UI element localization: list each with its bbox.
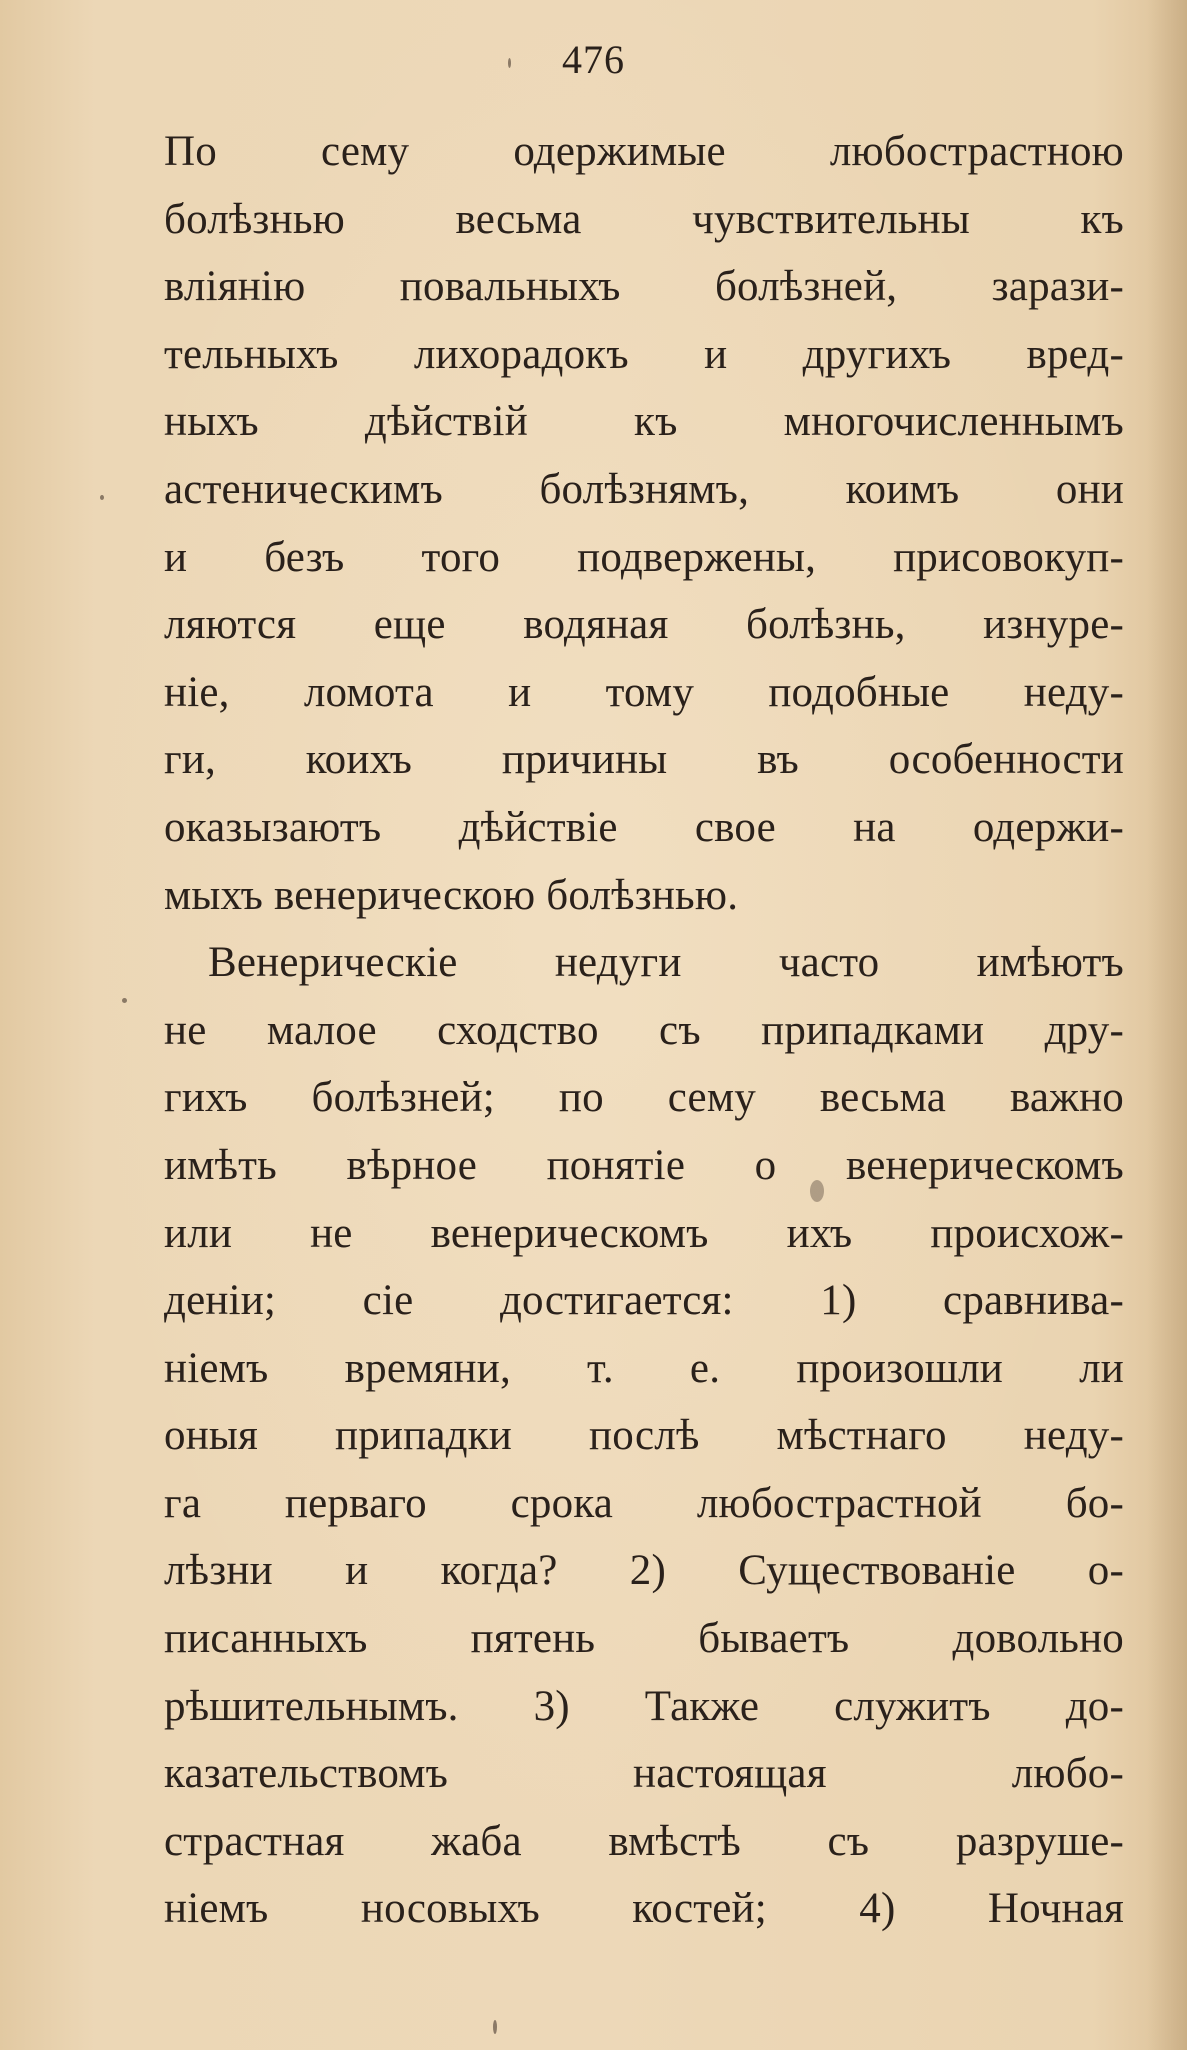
text-line: нiе, ломота и тому подобные неду- — [164, 668, 1124, 716]
page-edge-shadow — [1147, 0, 1187, 2050]
text-line: болѣзнью весьма чувствительны къ — [164, 195, 1124, 243]
text-line: или не венерическомъ ихъ происхож- — [164, 1209, 1124, 1257]
text-line: нiемъ носовыхъ костей; 4) Ночная — [164, 1885, 1124, 1933]
text-line: не малое сходство съ припадками дру- — [164, 1006, 1124, 1054]
text-line: имѣть вѣрное понятiе о венерическомъ — [164, 1141, 1124, 1189]
text-line: По сему одержимые любострастною — [164, 128, 1124, 175]
text-line: астеническимъ болѣзнямъ, коимъ они — [164, 465, 1124, 513]
text-line: мыхъ венерическою болѣзнью. — [164, 871, 739, 919]
paper-speck — [508, 58, 511, 68]
text-line: оныя припадки послѣ мѣстнаго неду- — [164, 1412, 1124, 1460]
text-line: оказызаютъ дѣйствiе свое на одержи- — [164, 803, 1124, 851]
text-line: влiянiю повальныхъ болѣзней, зарази- — [164, 263, 1124, 311]
text-line: денiи; сiе достигается: 1) сравнива- — [164, 1277, 1124, 1325]
text-line: нiемъ времяни, т. е. произошли ли — [164, 1344, 1124, 1392]
text-line: гихъ болѣзней; по сему весьма важно — [164, 1074, 1124, 1122]
text-line: страстная жаба вмѣстѣ съ разруше- — [164, 1817, 1124, 1865]
text-line: рѣшительнымъ. 3) Также служитъ до- — [164, 1682, 1124, 1730]
text-line: ляются еще водяная болѣзнь, изнуре- — [164, 601, 1124, 649]
page-number: 476 — [562, 37, 625, 82]
text-line: ныхъ дѣйствiй къ многочисленнымъ — [164, 398, 1124, 446]
paper-speck — [100, 495, 104, 500]
text-line: писанныхъ пятень бываетъ довольно — [164, 1615, 1124, 1663]
paragraph-2 — [164, 929, 1124, 1943]
paper-speck — [810, 1180, 824, 1202]
text-line: га перваго срока любострастной бо- — [164, 1479, 1124, 1527]
body-text — [164, 118, 1124, 1943]
text-line: ги, коихъ причины въ особенности — [164, 736, 1124, 784]
paragraph-1 — [164, 118, 1124, 929]
text-line: и безъ того подвержены, присовокуп- — [164, 533, 1124, 581]
text-line: лѣзни и когда? 2) Существованiе о- — [164, 1547, 1124, 1595]
paper-speck — [493, 2020, 497, 2034]
paper-speck — [122, 998, 127, 1003]
text-line: Венерическiе недуги часто имѣютъ — [208, 939, 1124, 987]
text-line: казательствомъ настоящая любо- — [164, 1750, 1124, 1798]
text-line: тельныхъ лихорадокъ и другихъ вред- — [164, 330, 1124, 378]
